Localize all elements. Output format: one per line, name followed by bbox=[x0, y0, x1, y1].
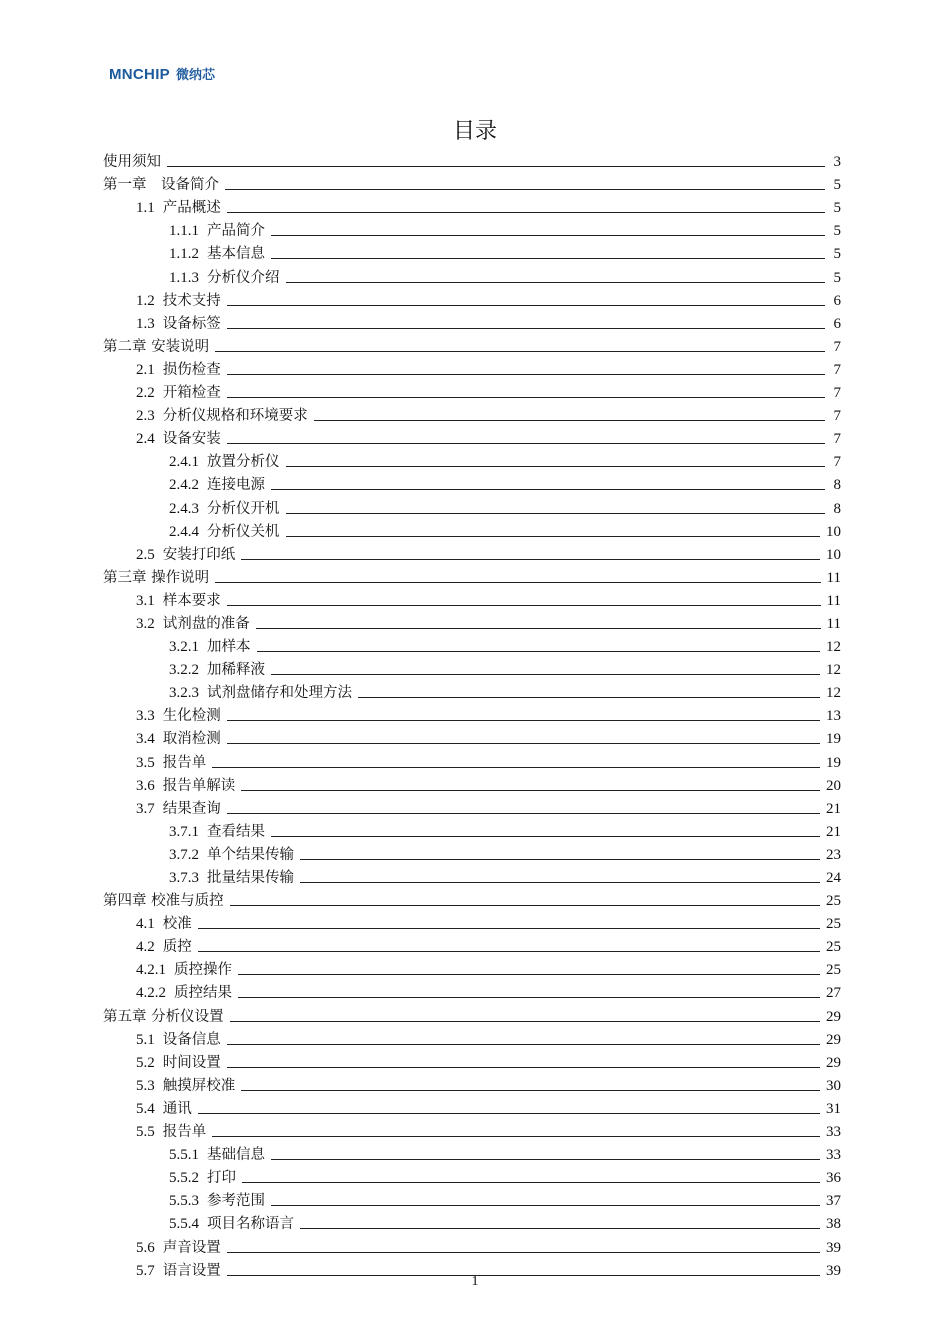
toc-entry-label: 校准 bbox=[162, 916, 192, 933]
toc-entry-label: 生化检测 bbox=[162, 708, 221, 725]
toc-entry-label: 质控操作 bbox=[174, 962, 232, 979]
toc-entry-number: 5.5.1 bbox=[169, 1147, 199, 1164]
toc-entry-label: 技术支持 bbox=[162, 292, 221, 309]
toc-entry-page: 12 bbox=[826, 662, 841, 679]
toc-leader-line bbox=[271, 1204, 820, 1206]
toc-entry-label: 加样本 bbox=[207, 639, 251, 656]
toc-entry-page: 25 bbox=[826, 939, 841, 956]
toc-leader-line bbox=[212, 1135, 820, 1137]
toc-entry-page: 7 bbox=[833, 385, 841, 402]
toc-entry[interactable] bbox=[103, 841, 841, 864]
toc-entry-page: 11 bbox=[826, 592, 841, 609]
toc-entry-number: 4.2.1 bbox=[136, 962, 166, 979]
toc-entry-label: 报告单解读 bbox=[162, 777, 236, 794]
toc-leader-line bbox=[227, 396, 825, 398]
toc-entry-number: 1.1 bbox=[136, 200, 155, 217]
toc-entry-number: 1.1.2 bbox=[169, 246, 199, 263]
toc-leader-line bbox=[286, 281, 826, 283]
toc-entry-label: 开箱检查 bbox=[162, 385, 221, 402]
toc-entry[interactable] bbox=[103, 864, 841, 887]
toc-entry-number: 1.3 bbox=[136, 315, 155, 332]
toc-entry[interactable] bbox=[103, 1210, 841, 1233]
toc-entry-page: 29 bbox=[826, 1054, 841, 1071]
toc-entry-number: 2.4.3 bbox=[169, 500, 199, 517]
toc-entry-page: 7 bbox=[833, 361, 841, 378]
toc-entry-number: 2.4.4 bbox=[169, 523, 199, 540]
toc-entry[interactable] bbox=[103, 933, 841, 956]
toc-entry[interactable] bbox=[103, 356, 841, 379]
toc-entry-page: 5 bbox=[833, 269, 841, 286]
toc-leader-line bbox=[227, 1066, 820, 1068]
toc-entry-page: 29 bbox=[826, 1008, 841, 1025]
toc-entry[interactable] bbox=[103, 956, 841, 979]
toc-entry-number: 2.4.2 bbox=[169, 477, 199, 494]
toc-leader-line bbox=[227, 442, 825, 444]
toc-entry-page: 36 bbox=[826, 1170, 841, 1187]
toc-entry-number: 2.2 bbox=[136, 385, 155, 402]
toc-leader-line bbox=[300, 881, 820, 883]
toc-entry[interactable] bbox=[103, 379, 841, 402]
toc-leader-line bbox=[271, 835, 820, 837]
toc-entry[interactable] bbox=[103, 287, 841, 310]
toc-entry-number: 3.6 bbox=[136, 777, 155, 794]
toc-entry-label: 报告单 bbox=[162, 1124, 207, 1141]
toc-entry[interactable] bbox=[103, 263, 841, 286]
toc-leader-line bbox=[300, 858, 820, 860]
toc-entry-number: 5.3 bbox=[136, 1077, 155, 1094]
toc-entry[interactable] bbox=[103, 887, 841, 910]
toc-leader-line bbox=[198, 950, 820, 952]
toc-entry[interactable] bbox=[103, 541, 841, 564]
toc-leader-line bbox=[198, 927, 820, 929]
toc-entry-number: 2.3 bbox=[136, 408, 155, 425]
toc-entry-label: 单个结果传输 bbox=[207, 846, 294, 863]
toc-entry-page: 39 bbox=[826, 1262, 841, 1279]
toc-entry[interactable] bbox=[103, 518, 841, 541]
toc-entry-label: 第一章 设备简介 bbox=[103, 177, 219, 194]
toc-entry-label: 质控结果 bbox=[174, 985, 232, 1002]
toc-entry-page: 30 bbox=[826, 1077, 841, 1094]
toc-leader-line bbox=[215, 350, 825, 352]
toc-leader-line bbox=[227, 1043, 820, 1045]
toc-leader-line bbox=[230, 1020, 820, 1022]
toc-entry-label: 基础信息 bbox=[207, 1147, 265, 1164]
toc-entry-label: 放置分析仪 bbox=[207, 454, 280, 471]
toc-entry-page: 24 bbox=[826, 870, 841, 886]
toc-entry[interactable] bbox=[103, 1164, 841, 1187]
toc-entry-number: 1.1.3 bbox=[169, 269, 199, 286]
toc-entry-label: 分析仪规格和环境要求 bbox=[162, 408, 308, 425]
toc-entry[interactable] bbox=[103, 633, 841, 656]
toc-leader-line bbox=[358, 696, 820, 698]
toc-entry-number: 3.4 bbox=[136, 731, 155, 748]
toc-entry-number: 2.5 bbox=[136, 546, 155, 563]
toc-entry-label: 分析仪关机 bbox=[207, 523, 280, 540]
toc-leader-line bbox=[286, 535, 821, 537]
toc-leader-line bbox=[227, 742, 820, 744]
toc-entry-label: 试剂盘储存和处理方法 bbox=[207, 685, 352, 702]
toc-leader-line bbox=[271, 234, 825, 236]
toc-leader-line bbox=[215, 581, 820, 583]
toc-entry[interactable] bbox=[103, 1233, 841, 1256]
toc-entry-page: 13 bbox=[826, 708, 841, 725]
toc-entry-page: 21 bbox=[826, 800, 841, 817]
toc-entry-page: 25 bbox=[826, 962, 841, 979]
toc-entry-number: 5.2 bbox=[136, 1054, 155, 1071]
toc-entry-label: 第二章 安装说明 bbox=[103, 338, 210, 355]
logo-text-cn: 微纳芯 bbox=[175, 68, 215, 83]
page-number: 1 bbox=[471, 1274, 479, 1289]
toc-leader-line bbox=[227, 812, 820, 814]
toc-entry-number: 5.7 bbox=[136, 1262, 155, 1279]
toc-entry-page: 5 bbox=[833, 223, 841, 240]
toc-leader-line bbox=[271, 257, 825, 259]
toc-entry[interactable] bbox=[103, 217, 841, 240]
toc-entry-label: 安装打印纸 bbox=[162, 546, 236, 563]
toc-entry-number: 3.2.3 bbox=[169, 685, 199, 702]
toc-entry-number: 1.1.1 bbox=[169, 223, 199, 240]
toc-entry-label: 通讯 bbox=[162, 1100, 192, 1117]
toc-entry-label: 设备标签 bbox=[162, 315, 221, 332]
toc-entry-label: 样本要求 bbox=[162, 592, 221, 609]
toc-entry-label: 查看结果 bbox=[207, 823, 265, 840]
toc-entry-number: 3.7 bbox=[136, 800, 155, 817]
toc-entry-page: 19 bbox=[826, 731, 841, 748]
toc-entry[interactable] bbox=[103, 564, 841, 587]
toc-entry-page: 8 bbox=[833, 477, 841, 494]
toc-entry-label: 第五章 分析仪设置 bbox=[103, 1008, 224, 1025]
toc-entry[interactable] bbox=[103, 333, 841, 356]
toc-entry-page: 7 bbox=[833, 338, 841, 355]
toc-leader-line bbox=[227, 327, 825, 329]
table-of-contents bbox=[103, 148, 841, 1280]
toc-leader-line bbox=[212, 766, 820, 768]
toc-entry-label: 损伤检查 bbox=[162, 361, 221, 378]
toc-entry-number: 4.2.2 bbox=[136, 985, 166, 1002]
logo-text-en: MNCHIP bbox=[109, 66, 170, 83]
toc-entry-page: 5 bbox=[833, 246, 841, 263]
toc-leader-line bbox=[241, 1089, 820, 1091]
toc-leader-line bbox=[198, 1112, 820, 1114]
toc-leader-line bbox=[238, 996, 820, 998]
toc-entry-page: 33 bbox=[826, 1147, 841, 1164]
toc-entry[interactable] bbox=[103, 679, 841, 702]
toc-entry-page: 27 bbox=[826, 985, 841, 1002]
toc-leader-line bbox=[286, 512, 826, 514]
toc-entry-label: 使用须知 bbox=[103, 154, 161, 171]
toc-entry-number: 2.4 bbox=[136, 431, 155, 448]
toc-entry-number: 3.2.1 bbox=[169, 639, 199, 656]
toc-entry-label: 加稀释液 bbox=[207, 662, 265, 679]
toc-entry[interactable] bbox=[103, 1141, 841, 1164]
toc-entry[interactable] bbox=[103, 910, 841, 933]
toc-entry-page: 5 bbox=[833, 177, 841, 194]
toc-entry-page: 12 bbox=[826, 639, 841, 656]
toc-entry[interactable] bbox=[103, 1049, 841, 1072]
toc-entry[interactable] bbox=[103, 702, 841, 725]
toc-entry[interactable] bbox=[103, 656, 841, 679]
toc-entry-page: 5 bbox=[833, 200, 841, 217]
toc-entry-label: 设备安装 bbox=[162, 431, 221, 448]
toc-entry-number: 3.7.1 bbox=[169, 823, 199, 840]
toc-entry-label: 取消检测 bbox=[162, 731, 221, 748]
toc-entry-label: 打印 bbox=[207, 1170, 236, 1187]
toc-leader-line bbox=[227, 719, 820, 721]
toc-entry[interactable] bbox=[103, 1026, 841, 1049]
toc-leader-line bbox=[256, 627, 821, 629]
toc-entry[interactable] bbox=[103, 1095, 841, 1118]
toc-entry-label: 设备信息 bbox=[162, 1031, 221, 1048]
toc-entry-page: 10 bbox=[826, 523, 841, 540]
toc-entry-number: 2.1 bbox=[136, 361, 155, 378]
toc-leader-line bbox=[271, 488, 825, 490]
toc-entry-page: 25 bbox=[826, 893, 841, 910]
toc-entry[interactable] bbox=[103, 795, 841, 818]
toc-entry[interactable] bbox=[103, 748, 841, 771]
toc-entry-page: 7 bbox=[833, 454, 841, 471]
toc-entry-label: 触摸屏校准 bbox=[162, 1077, 236, 1094]
toc-entry[interactable] bbox=[103, 1187, 841, 1210]
toc-entry-page: 29 bbox=[826, 1031, 841, 1048]
toc-entry-number: 3.3 bbox=[136, 708, 155, 725]
toc-entry-label: 第四章 校准与质控 bbox=[103, 893, 224, 910]
toc-entry-label: 分析仪介绍 bbox=[207, 269, 280, 286]
toc-entry[interactable] bbox=[103, 148, 841, 171]
toc-entry-label: 产品概述 bbox=[162, 200, 221, 217]
toc-entry-number: 5.5 bbox=[136, 1124, 155, 1141]
toc-leader-line bbox=[241, 558, 820, 560]
toc-entry-page: 20 bbox=[826, 777, 841, 794]
toc-entry-page: 6 bbox=[833, 315, 841, 332]
toc-entry[interactable] bbox=[103, 772, 841, 795]
toc-entry-label: 基本信息 bbox=[207, 246, 265, 263]
toc-entry-page: 19 bbox=[826, 754, 841, 771]
toc-entry[interactable] bbox=[103, 610, 841, 633]
toc-entry-label: 参考范围 bbox=[207, 1193, 265, 1210]
toc-entry-page: 37 bbox=[826, 1193, 841, 1210]
toc-leader-line bbox=[257, 650, 821, 652]
toc-entry-page: 3 bbox=[833, 154, 841, 171]
toc-entry-label: 声音设置 bbox=[162, 1239, 221, 1256]
toc-entry-page: 12 bbox=[826, 685, 841, 702]
toc-entry[interactable] bbox=[103, 240, 841, 263]
toc-leader-line bbox=[230, 904, 820, 906]
toc-leader-line bbox=[271, 673, 820, 675]
toc-entry-number: 3.1 bbox=[136, 592, 155, 609]
toc-entry-number: 3.7.2 bbox=[169, 846, 199, 863]
toc-entry-number: 5.5.3 bbox=[169, 1193, 199, 1210]
toc-entry-label: 批量结果传输 bbox=[207, 870, 294, 886]
toc-entry-label: 项目名称语言 bbox=[207, 1216, 294, 1233]
toc-leader-line bbox=[242, 1181, 820, 1183]
toc-entry[interactable] bbox=[103, 425, 841, 448]
toc-entry-number: 1.2 bbox=[136, 292, 155, 309]
toc-leader-line bbox=[227, 373, 825, 375]
toc-entry[interactable] bbox=[103, 471, 841, 494]
toc-entry-page: 7 bbox=[833, 431, 841, 448]
toc-entry-page: 23 bbox=[826, 846, 841, 863]
toc-leader-line bbox=[238, 973, 820, 975]
toc-entry-label: 时间设置 bbox=[162, 1054, 221, 1071]
toc-entry-page: 6 bbox=[833, 292, 841, 309]
toc-entry-number: 2.4.1 bbox=[169, 454, 199, 471]
toc-entry[interactable] bbox=[103, 1118, 841, 1141]
toc-entry-number: 5.4 bbox=[136, 1100, 155, 1117]
toc-entry-number: 5.1 bbox=[136, 1031, 155, 1048]
toc-entry-page: 21 bbox=[826, 823, 841, 840]
toc-entry[interactable] bbox=[103, 818, 841, 841]
toc-entry-page: 10 bbox=[826, 546, 841, 563]
toc-entry-number: 3.2 bbox=[136, 615, 155, 632]
toc-entry-number: 4.2 bbox=[136, 939, 155, 956]
toc-leader-line bbox=[167, 165, 825, 167]
toc-entry-label: 质控 bbox=[162, 939, 192, 956]
toc-entry-page: 8 bbox=[833, 500, 841, 517]
toc-leader-line bbox=[271, 1158, 820, 1160]
toc-entry-page: 7 bbox=[833, 408, 841, 425]
toc-leader-line bbox=[227, 211, 825, 213]
toc-entry-label: 连接电源 bbox=[207, 477, 265, 494]
toc-entry-label: 分析仪开机 bbox=[207, 500, 280, 517]
toc-leader-line bbox=[314, 419, 825, 421]
toc-entry-page: 38 bbox=[826, 1216, 841, 1233]
toc-entry[interactable] bbox=[103, 1072, 841, 1095]
toc-entry-label: 语言设置 bbox=[162, 1262, 221, 1279]
page-title: 目录 bbox=[452, 119, 497, 144]
toc-leader-line bbox=[227, 604, 821, 606]
toc-entry[interactable] bbox=[103, 587, 841, 610]
toc-entry-number: 5.5.4 bbox=[169, 1216, 199, 1233]
toc-entry-page: 25 bbox=[826, 916, 841, 933]
toc-entry-number: 5.6 bbox=[136, 1239, 155, 1256]
toc-entry[interactable] bbox=[103, 402, 841, 425]
toc-entry-number: 3.5 bbox=[136, 754, 155, 771]
toc-leader-line bbox=[225, 188, 825, 190]
toc-entry[interactable] bbox=[103, 1002, 841, 1025]
toc-entry-page: 11 bbox=[826, 569, 841, 586]
toc-entry[interactable] bbox=[103, 310, 841, 333]
toc-leader-line bbox=[227, 1251, 820, 1253]
toc-leader-line bbox=[241, 789, 820, 791]
toc-entry[interactable] bbox=[103, 171, 841, 194]
toc-entry-label: 产品简介 bbox=[207, 223, 265, 240]
toc-entry-page: 31 bbox=[826, 1100, 841, 1117]
toc-entry-label: 第三章 操作说明 bbox=[103, 569, 210, 586]
toc-entry-page: 33 bbox=[826, 1124, 841, 1141]
toc-entry[interactable] bbox=[103, 494, 841, 517]
toc-entry-label: 结果查询 bbox=[162, 800, 221, 817]
toc-leader-line bbox=[286, 465, 826, 467]
toc-entry-number: 3.2.2 bbox=[169, 662, 199, 679]
toc-entry-page: 11 bbox=[826, 615, 841, 632]
toc-entry[interactable] bbox=[103, 725, 841, 748]
toc-entry-number: 4.1 bbox=[136, 916, 155, 933]
toc-entry-label: 试剂盘的准备 bbox=[162, 615, 250, 632]
company-logo bbox=[109, 64, 215, 86]
toc-entry-number: 3.7.3 bbox=[169, 870, 199, 886]
toc-leader-line bbox=[300, 1227, 820, 1229]
toc-leader-line bbox=[227, 304, 825, 306]
toc-entry[interactable] bbox=[103, 194, 841, 217]
toc-entry-page: 39 bbox=[826, 1239, 841, 1256]
toc-entry-label: 报告单 bbox=[162, 754, 207, 771]
toc-entry[interactable] bbox=[103, 979, 841, 1002]
toc-entry-number: 5.5.2 bbox=[169, 1170, 199, 1187]
toc-entry[interactable] bbox=[103, 448, 841, 471]
